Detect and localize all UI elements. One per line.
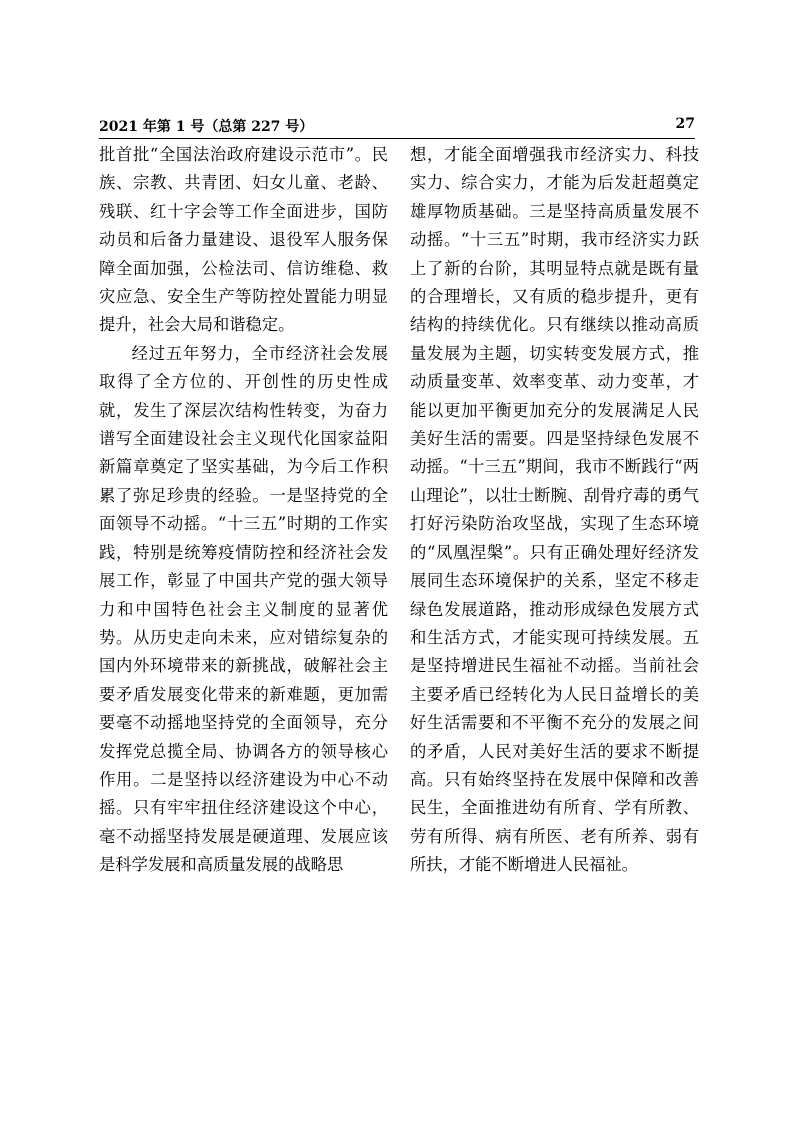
paragraph-experience: 经过五年努力，全市经济社会发展取得了全方位的、开创性的历史性成就，发生了深层次结构性转变，为奋力谱写全面建设社会主义现代化国家益阳新篇章奠定了坚实基础，为今后工作积累了弥足珍贵的经验。一是坚持党的全面领导不动摇。“十三五”时期的工作实践，特别是统筹疫情防控和经济社会发展工作，彰显了中国共产党的强大领导力和中国特色社会主义制度的显著优势。从历史走向未来，应对错综复杂的国内外环境带来的新挑战，破解社会主要矛盾发展变化带来的新难题，更加需要毫不动摇地坚持党的全面领导，充分发挥党总揽全局、协调各方的领导核心作用。二是坚持以经济建设为中心不动摇。只有牢牢扭住经济建设这个中心，毫不动摇坚持发展是硬道理、发展应该是科学发展和高质量发展的战略思 — [99, 343, 388, 875]
issue-label: 2021 年第 1 号（总第 227 号） — [99, 119, 314, 135]
paragraph-principles: 想，才能全面增强我市经济实力、科技实力、综合实力，才能为后发赶超奠定雄厚物质基础。三是坚持高质量发展不动摇。“十三五”时期，我市经济实力跃上了新的台阶，其明显特点就是既有量的合理增长，又有质的稳步提升，更有结构的持续优化。只有继续以推动高质量发展为主题，切实转变发展方式，推动质量变革、效率变革、动力变革，才能以更加平衡更加充分的发展满足人民美好生活的需要。四是坚持绿色发展不动摇。“十三五”期间，我市不断践行“两山理论”，以壮士断腕、刮骨疗毒的勇气打好污染防治攻坚战，实现了生态环境的“凤凰涅槃”。只有正确处理好经济发展同生态环境保护的关系，坚定不移走绿色发展道路，推动形成绿色发展方式和生活方式，才能实现可持续发展。五是坚持增进民生福祉不动摇。当前社会主要矛盾已经转化为人民日益增长的美好生活需要和不平衡不充分的发展之间的矛盾，人民对美好生活的要求不断提高。只有始终坚持在发展中保障和改善民生，全面推进幼有所育、学有所教、劳有所得、病有所医、老有所养、弱有所扶，才能不断增进人民福祉。 — [410, 145, 699, 875]
page-header — [99, 116, 695, 139]
left-column — [99, 141, 388, 880]
paragraph-continuation: 批首批“全国法治政府建设示范市”。民族、宗教、共青团、妇女儿童、老龄、残联、红十字会等工作全面进步，国防动员和后备力量建设、退役军人服务保障全面加强，公检法司、信访维稳、救灾应急、安全生产等防控处置能力明显提升，社会大局和谐稳定。 — [99, 145, 388, 335]
page-number: 27 — [675, 116, 695, 132]
right-column — [410, 141, 699, 880]
